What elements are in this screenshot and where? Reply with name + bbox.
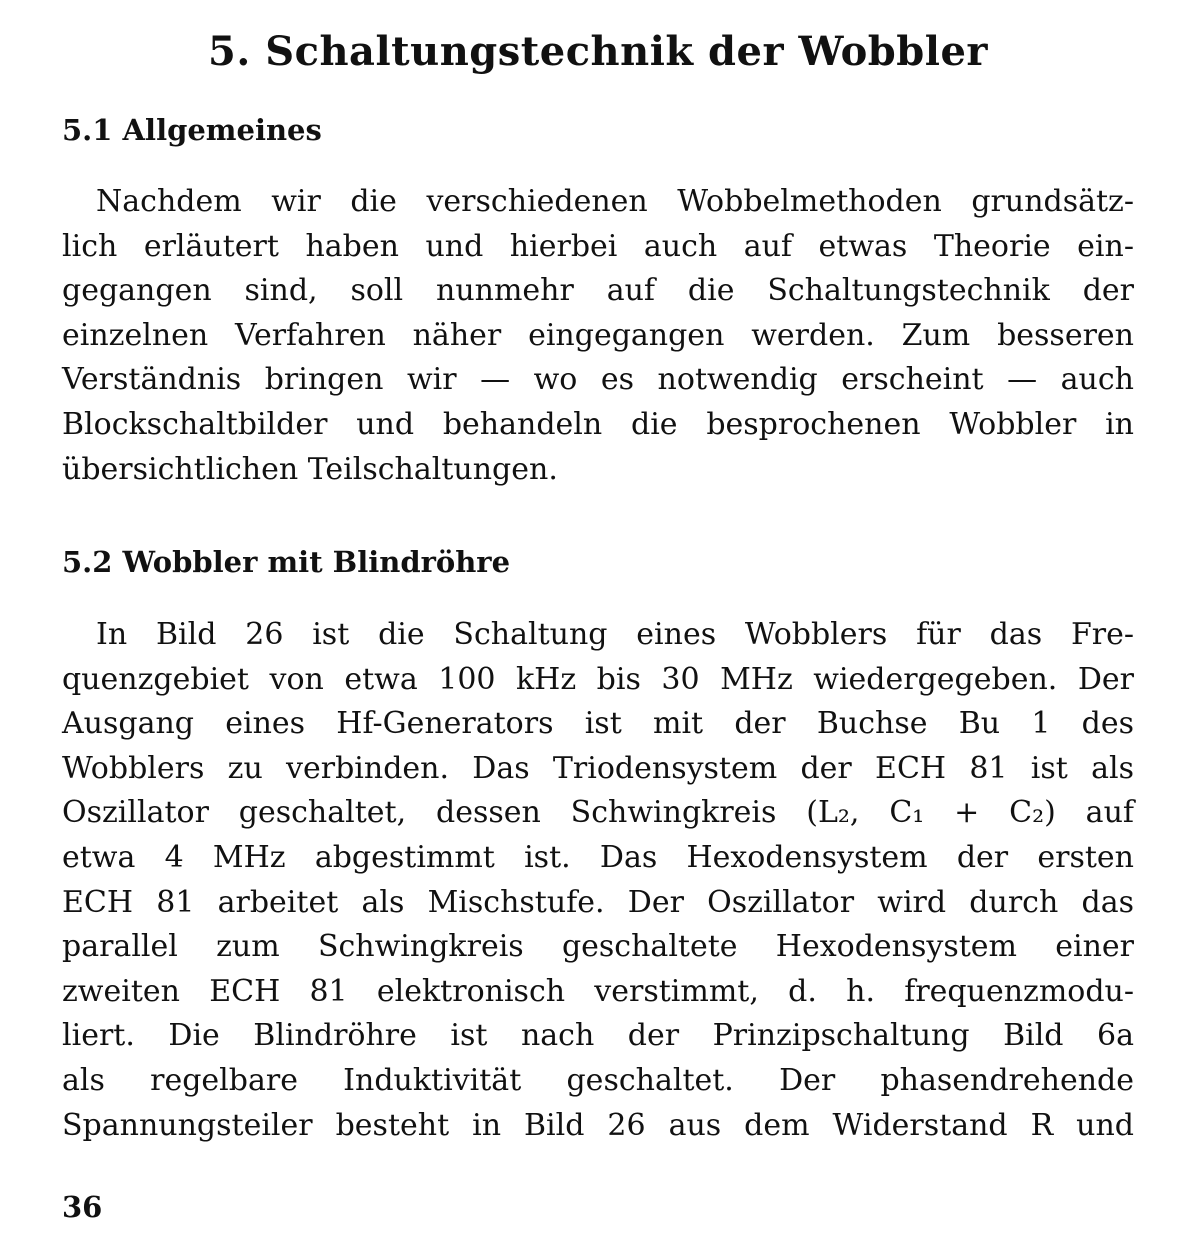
section-heading-allgemeines: 5.1 Allgemeines [62, 113, 322, 147]
text-line: einzelnen Verfahren näher eingegangen werden. Zum besseren [62, 317, 1134, 353]
text-line: parallel zum Schwingkreis geschaltete Hexodensystem einer [62, 929, 1134, 965]
text-line: liert. Die Blindröhre ist nach der Prinzipschaltung Bild 6a [62, 1018, 1134, 1054]
text-line: lich erläutert haben und hierbei auch auf etwas Theorie ein- [62, 228, 1134, 264]
text-line: Blockschaltbilder und behandeln die besprochenen Wobbler in [62, 406, 1134, 442]
chapter-title: 5. Schaltungstechnik der Wobbler [208, 28, 988, 75]
page-number: 36 [62, 1190, 103, 1224]
text-line: Nachdem wir die verschiedenen Wobbelmethoden grundsätz- [96, 184, 1134, 219]
section-heading-wobbler-mit-blindroehre: 5.2 Wobbler mit Blindröhre [62, 545, 511, 579]
book-page [62, 0, 1134, 1249]
paragraph-wobbler-mit-blindroehre [62, 613, 1134, 1148]
text-line: Oszillator geschaltet, dessen Schwingkreis (L₂, C₁ + C₂) auf [62, 795, 1134, 831]
text-line: quenzgebiet von etwa 100 kHz bis 30 MHz wiedergegeben. Der [62, 661, 1134, 697]
text-line: In Bild 26 ist die Schaltung eines Wobblers für das Fre- [96, 617, 1134, 652]
text-line: als regelbare Induktivität geschaltet. Der phasendrehende [62, 1062, 1134, 1098]
text-line: übersichtlichen Teilschaltungen. [62, 451, 558, 487]
text-line: Ausgang eines Hf-Generators ist mit der Buchse Bu 1 des [62, 706, 1134, 742]
paragraph-allgemeines [62, 180, 1134, 492]
text-line: zweiten ECH 81 elektronisch verstimmt, d. h. frequenzmodu- [62, 973, 1134, 1009]
text-line: gegangen sind, soll nunmehr auf die Schaltungstechnik der [62, 273, 1134, 309]
text-line: Spannungsteiler besteht in Bild 26 aus dem Widerstand R und [62, 1107, 1134, 1143]
text-line: Verständnis bringen wir — wo es notwendig erscheint — auch [62, 362, 1134, 398]
text-line: etwa 4 MHz abgestimmt ist. Das Hexodensystem der ersten [62, 839, 1134, 875]
text-line: ECH 81 arbeitet als Mischstufe. Der Oszillator wird durch das [62, 884, 1134, 920]
text-line: Wobblers zu verbinden. Das Triodensystem der ECH 81 ist als [62, 750, 1134, 786]
